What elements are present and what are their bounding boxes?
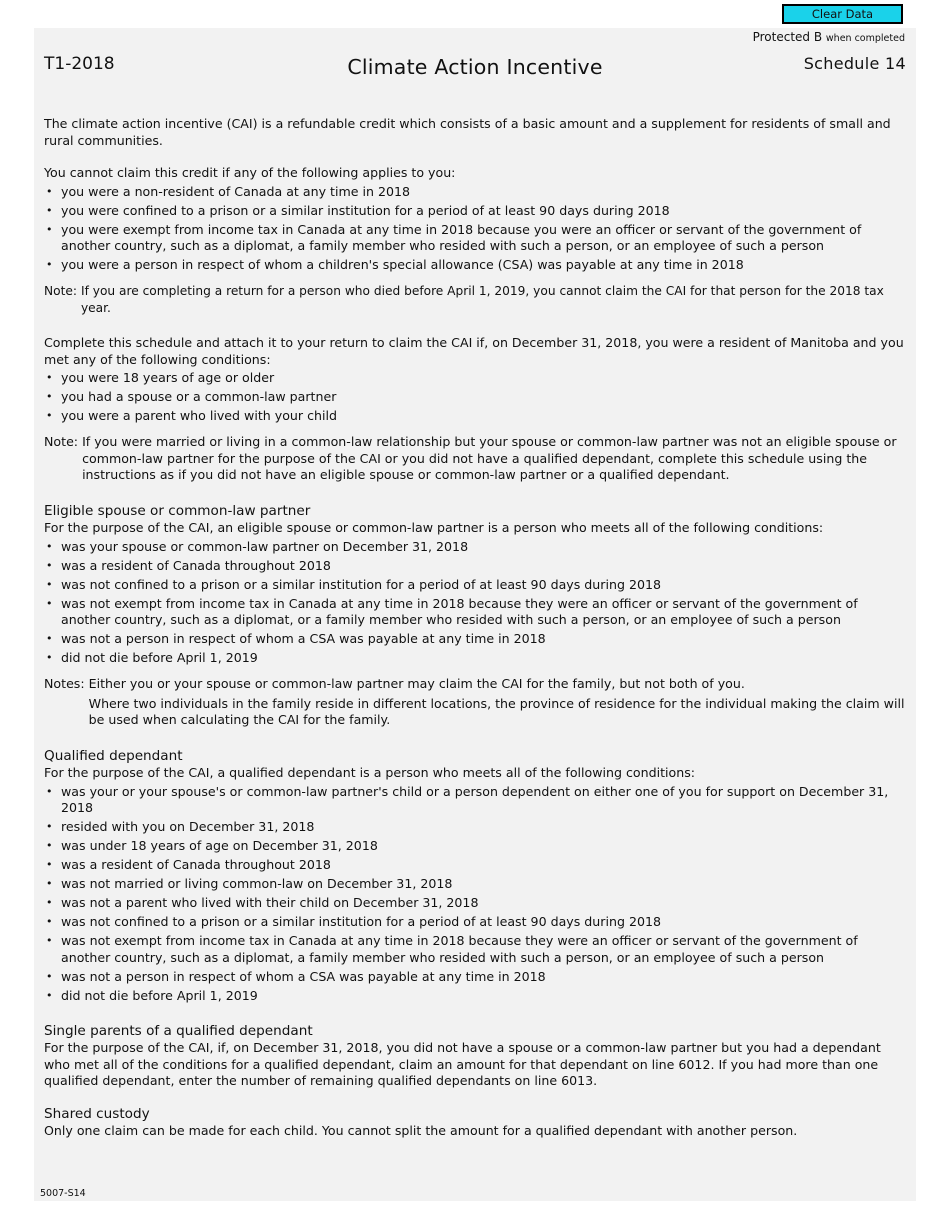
note-label: Note: bbox=[44, 284, 77, 298]
list-item: • you had a spouse or a common-law partner bbox=[44, 389, 906, 406]
list-item: • was under 18 years of age on December 31, 2018 bbox=[44, 838, 906, 855]
shared-custody-heading: Shared custody bbox=[44, 1105, 150, 1122]
list-item: • you were a parent who lived with your child bbox=[44, 408, 906, 425]
eligible-spouse-notes bbox=[44, 676, 906, 729]
note-text: Either you or your spouse or common-law partner may claim the CAI for the family, but not both of you. bbox=[88, 676, 745, 691]
eligible-spouse-lead: For the purpose of the CAI, an eligible spouse or common-law partner is a person who meets all of the following conditions: bbox=[44, 520, 824, 535]
list-item: • you were 18 years of age or older bbox=[44, 370, 906, 387]
list-item: • was not a person in respect of whom a CSA was payable at any time in 2018 bbox=[44, 631, 906, 648]
single-parents-heading: Single parents of a qualified dependant bbox=[44, 1022, 313, 1039]
cannot-claim-note bbox=[44, 283, 906, 316]
qualified-dependant-lead: For the purpose of the CAI, a qualified dependant is a person who meets all of the following conditions: bbox=[44, 765, 696, 780]
form-number: 5007-S14 bbox=[40, 1188, 86, 1199]
list-item: • you were exempt from income tax in Canada at any time in 2018 because you were an officer or servant of the government of another country, such as a diplomat, a family member who resided with such a person, or an employee of such a person bbox=[44, 222, 906, 255]
form-id: T1-2018 bbox=[44, 54, 115, 74]
complete-list bbox=[44, 370, 906, 425]
list-item: • was not exempt from income tax in Canada at any time in 2018 because they were an officer or servant of the government of another country, such as a diplomat, or a family member who resided with such a person, or an employee of such a person bbox=[44, 596, 906, 629]
shared-custody-text: Only one claim can be made for each child. You cannot split the amount for a qualified dependant with another person. bbox=[44, 1123, 798, 1138]
cannot-claim-list bbox=[44, 184, 906, 274]
clear-data-button[interactable]: Clear Data bbox=[782, 4, 903, 24]
list-item: • resided with you on December 31, 2018 bbox=[44, 819, 906, 836]
list-item: • was not a person in respect of whom a CSA was payable at any time in 2018 bbox=[44, 969, 906, 986]
list-item: • did not die before April 1, 2019 bbox=[44, 988, 906, 1005]
eligible-spouse-list bbox=[44, 539, 906, 667]
note-text: If you are completing a return for a person who died before April 1, 2019, you cannot claim the CAI for that person for the 2018 tax year. bbox=[80, 284, 884, 315]
page-title: Climate Action Incentive bbox=[347, 55, 603, 79]
note-text: If you were married or living in a common-law relationship but your spouse or common-law partner was not an eligible spouse or common-law partner for the purpose of the CAI or you did not have a qualified dependant, complete this schedule using the instructions as if you did not have an eligible spouse or common-law partner or a qualified dependant. bbox=[82, 434, 897, 482]
complete-note bbox=[44, 434, 906, 484]
qualified-dependant-heading: Qualified dependant bbox=[44, 747, 183, 764]
single-parents-text: For the purpose of the CAI, if, on December 31, 2018, you did not have a spouse or a common-law partner but you had a dependant who met all of the conditions for a qualified dependant, claim an amount for that dependant on line 6012. If you had more than one qualified dependant, enter the number of remaining qualified dependants on line 6013. bbox=[44, 1040, 881, 1088]
intro-paragraph: The climate action incentive (CAI) is a refundable credit which consists of a basic amount and a supplement for residents of small and rural communities. bbox=[44, 116, 891, 148]
list-item: • you were confined to a prison or a similar institution for a period of at least 90 days during 2018 bbox=[44, 203, 906, 220]
list-item: • was not confined to a prison or a similar institution for a period of at least 90 days during 2018 bbox=[44, 914, 906, 931]
notes-label: Notes: bbox=[44, 676, 85, 691]
list-item: • was not married or living common-law on December 31, 2018 bbox=[44, 876, 906, 893]
list-item: • was a resident of Canada throughout 2018 bbox=[44, 558, 906, 575]
list-item: • did not die before April 1, 2019 bbox=[44, 650, 906, 667]
list-item: • was not confined to a prison or a similar institution for a period of at least 90 days during 2018 bbox=[44, 577, 906, 594]
list-item: • was not a parent who lived with their child on December 31, 2018 bbox=[44, 895, 906, 912]
cannot-claim-lead: You cannot claim this credit if any of the following applies to you: bbox=[44, 165, 456, 180]
list-item: • was your or your spouse's or common-law partner's child or a person dependent on either one of you for support on December 31, 2018 bbox=[44, 784, 906, 817]
protected-b-label bbox=[753, 30, 905, 44]
list-item: • was your spouse or common-law partner on December 31, 2018 bbox=[44, 539, 906, 556]
list-item: • you were a person in respect of whom a children's special allowance (CSA) was payable at any time in 2018 bbox=[44, 257, 906, 274]
complete-lead: Complete this schedule and attach it to your return to claim the CAI if, on December 31, 2018, you were a resident of Manitoba and you met any of the following conditions: bbox=[44, 335, 904, 367]
form-content bbox=[44, 116, 906, 1140]
eligible-spouse-heading: Eligible spouse or common-law partner bbox=[44, 502, 311, 519]
list-item: • you were a non-resident of Canada at any time in 2018 bbox=[44, 184, 906, 201]
note-label: Note: bbox=[44, 434, 79, 449]
qualified-dependant-list bbox=[44, 784, 906, 1005]
note-text: Where two individuals in the family reside in different locations, the province of residence for the individual making the claim will be used when calculating the CAI for the family. bbox=[88, 695, 905, 727]
schedule-label: Schedule 14 bbox=[803, 54, 906, 73]
protected-main: Protected B bbox=[752, 30, 823, 44]
list-item: • was not exempt from income tax in Canada at any time in 2018 because they were an officer or servant of the government of another country, such as a diplomat, a family member who resided with such a person, or an employee of such a person bbox=[44, 933, 906, 966]
protected-sub: when completed bbox=[825, 33, 905, 44]
list-item: • was a resident of Canada throughout 2018 bbox=[44, 857, 906, 874]
